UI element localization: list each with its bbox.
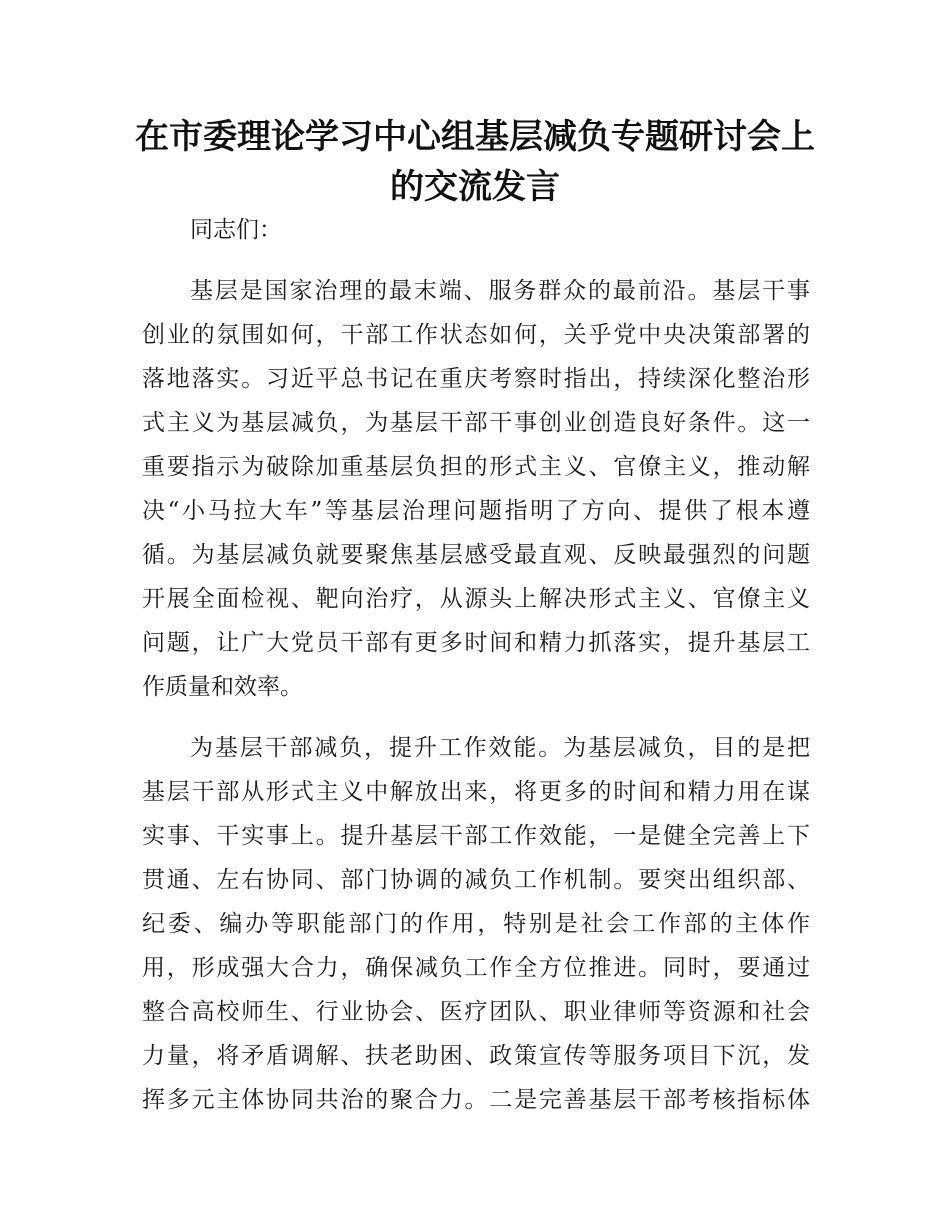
document-body	[142, 208, 810, 1122]
paragraph-1	[142, 269, 810, 709]
text-line: 实事、干实事上。提升基层干部工作效能，一是健全完善上下	[142, 823, 810, 849]
text-line: 为基层干部减负，提升工作效能。为基层减负，目的是把	[190, 735, 810, 761]
text-line: 问题，让广大党员干部有更多时间和精力抓落实，提升基层工	[142, 630, 810, 656]
text-line: 作质量和效率。	[142, 674, 303, 700]
text-line: 开展全面检视、靶向治疗，从源头上解决形式主义、官僚主义	[142, 586, 810, 612]
text-line: 力量，将矛盾调解、扶老助困、政策宣传等服务项目下沉，发	[142, 1043, 810, 1069]
text-line: 决“小马拉大车”等基层治理问题指明了方向、提供了根本遵	[142, 498, 810, 524]
text-line: 整合高校师生、行业协会、医疗团队、职业律师等资源和社会	[142, 999, 810, 1025]
paragraph-2	[142, 726, 810, 1122]
paragraph-gap	[142, 709, 810, 726]
text-line: 基层干部从形式主义中解放出来，将更多的时间和精力用在谋	[142, 779, 810, 805]
text-line: 挥多元主体协同共治的聚合力。二是完善基层干部考核指标体	[142, 1087, 810, 1113]
text-line: 基层是国家治理的最末端、服务群众的最前沿。基层干事	[190, 278, 810, 304]
text-line: 纪委、编办等职能部门的作用，特别是社会工作部的主体作	[142, 911, 810, 937]
salutation: 同志们：	[190, 217, 282, 243]
text-line: 循。为基层减负就要聚焦基层感受最直观、反映最强烈的问题	[142, 542, 810, 568]
text-line: 贯通、左右协同、部门协调的减负工作机制。要突出组织部、	[142, 867, 810, 893]
title-line-1: 在市委理论学习中心组基层减负专题研讨会上	[135, 117, 815, 157]
text-line: 用，形成强大合力，确保减负工作全方位推进。同时，要通过	[142, 955, 810, 981]
document-title	[100, 112, 850, 212]
text-line: 创业的氛围如何，干部工作状态如何，关乎党中央决策部署的	[142, 322, 810, 348]
title-line-2: 的交流发言	[390, 167, 560, 207]
paragraph-gap	[142, 252, 810, 269]
text-line: 重要指示为破除加重基层负担的形式主义、官僚主义，推动解	[142, 454, 810, 480]
text-line: 式主义为基层减负，为基层干部干事创业创造良好条件。这一	[142, 410, 810, 436]
text-line: 落地落实。习近平总书记在重庆考察时指出，持续深化整治形	[142, 366, 810, 392]
